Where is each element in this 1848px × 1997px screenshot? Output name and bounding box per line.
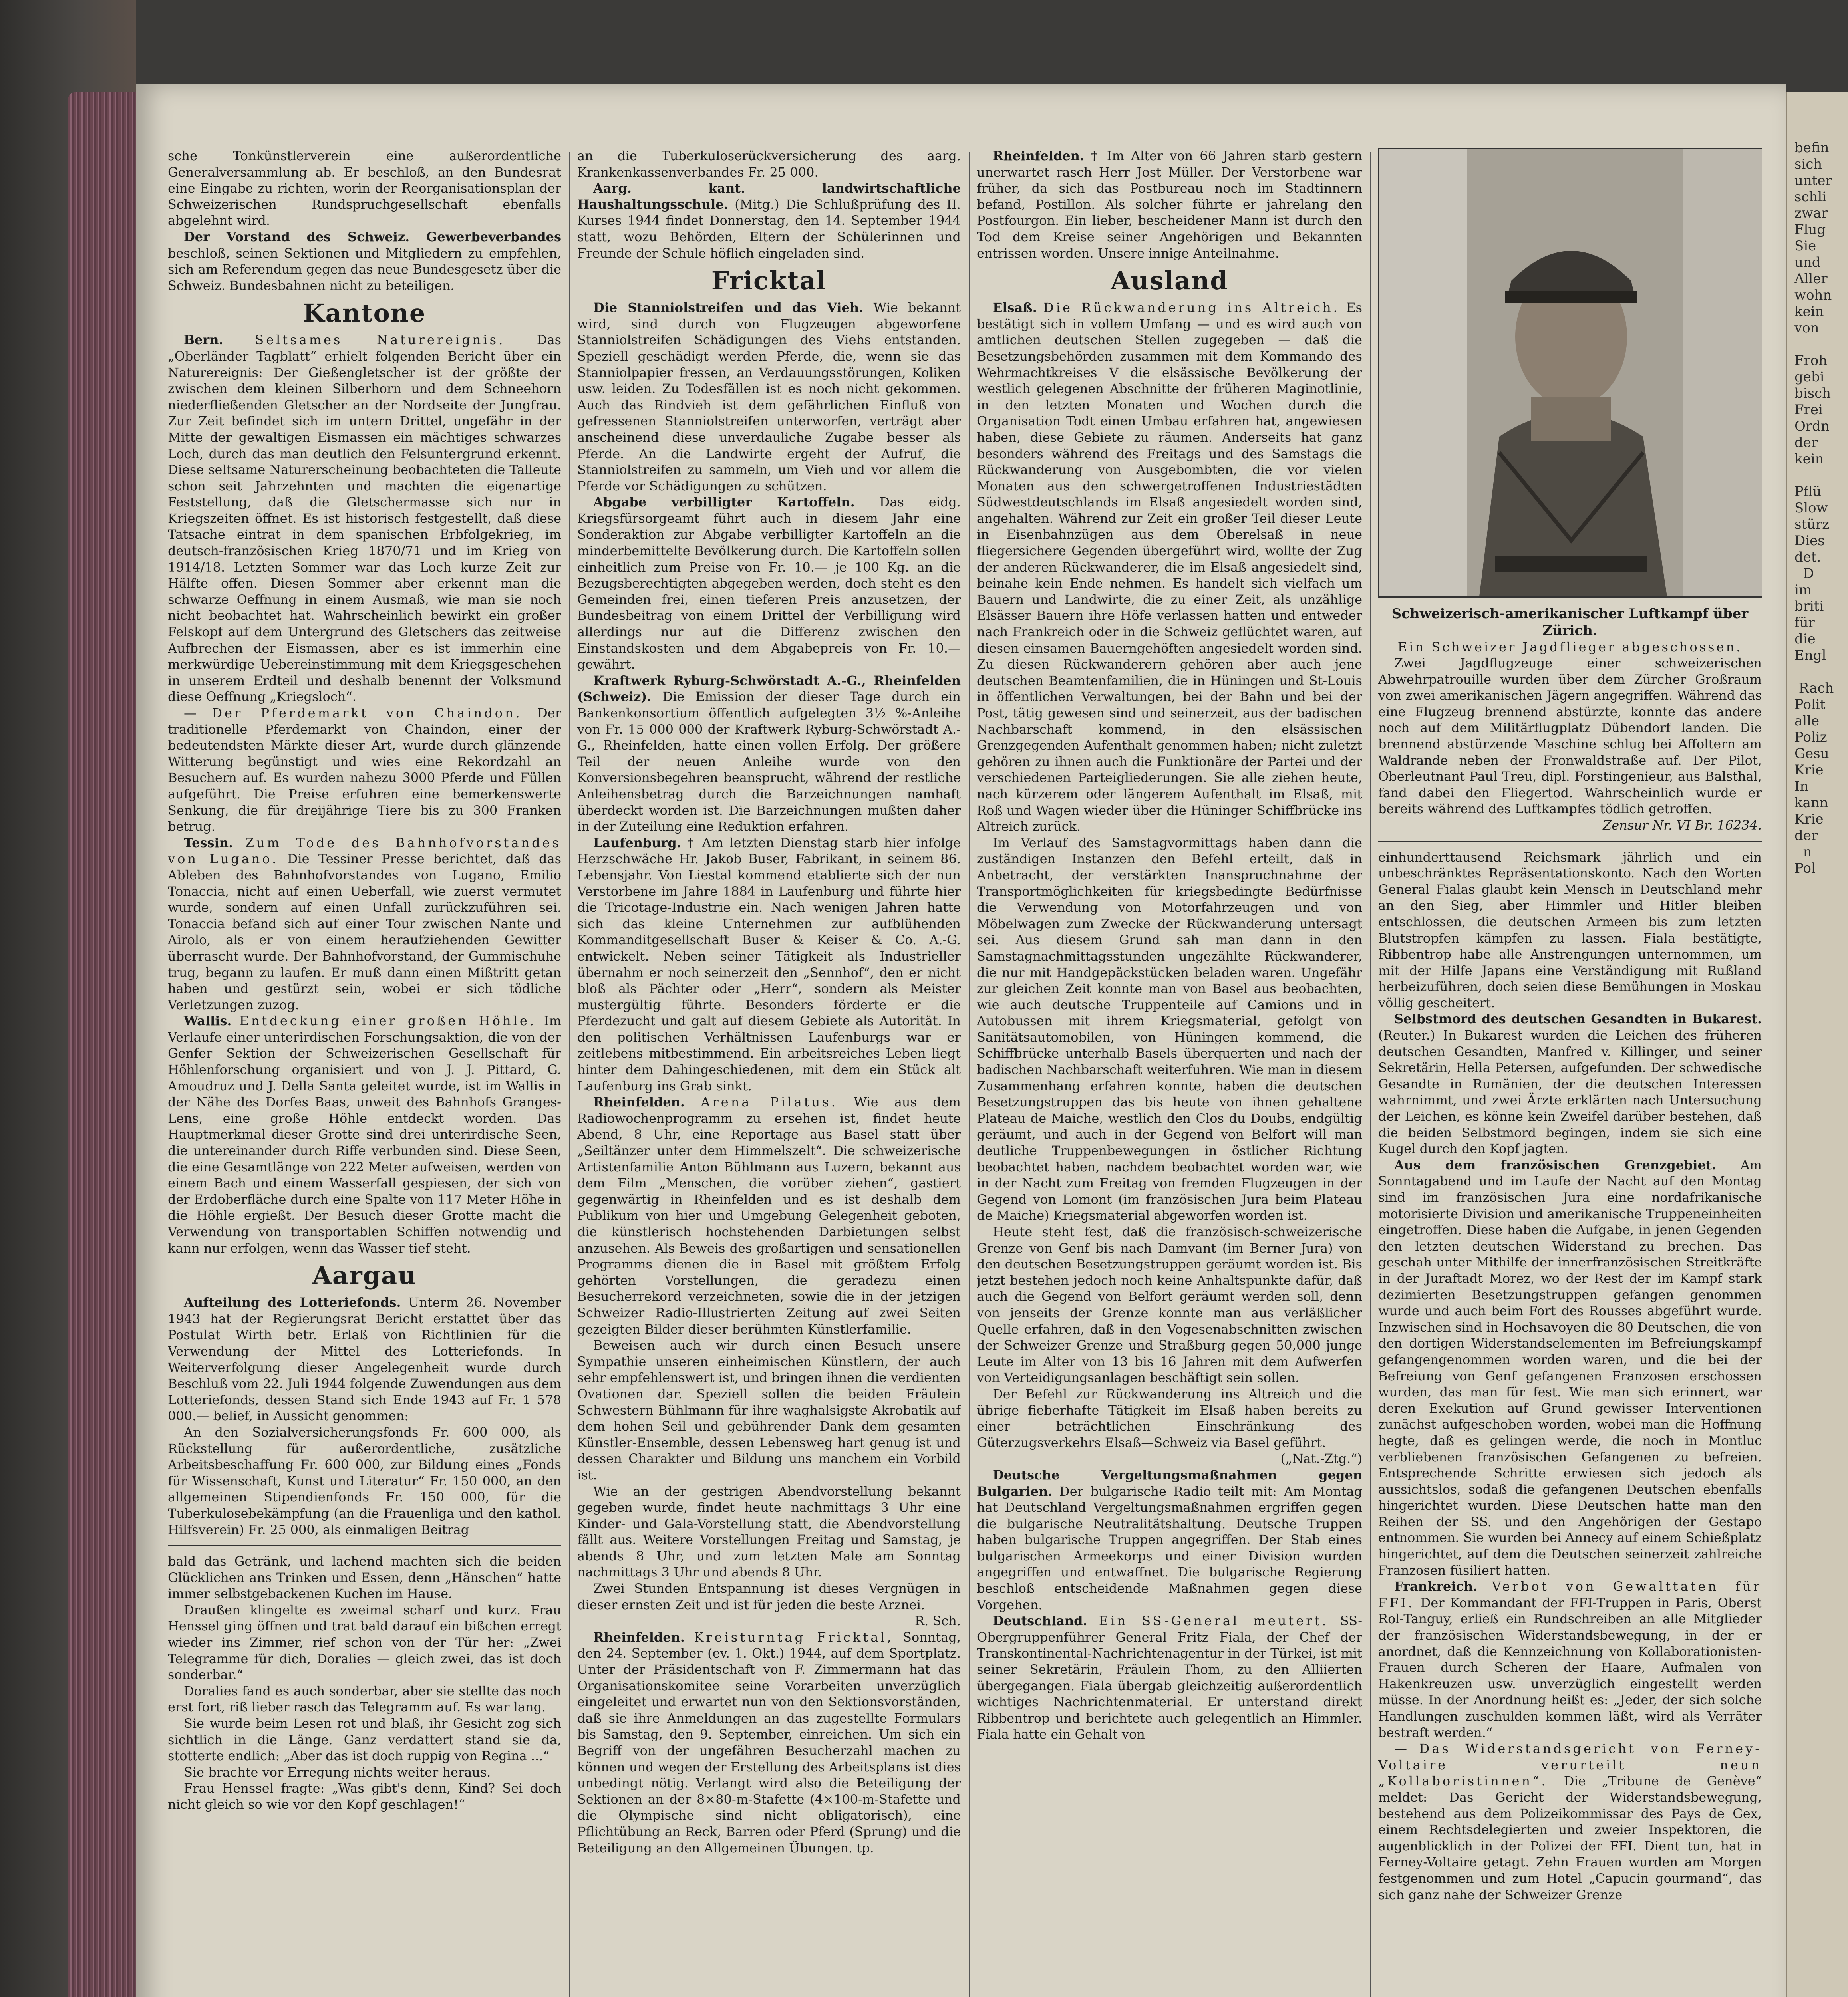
- article-text: Die Emission der dieser Tage durch ein Bankenkonsortium öffentlich aufgelegten 3½ %-Anleihe von Fr. 15 000 000 der Kraftwerk Ryburg-Schwörstadt A.-G., Rheinfelden, hatte einen vollen Erfolg. Der größere Teil der neuen Anleihe wurde von den Konversionsbegehren beansprucht, während der restliche Anleihensbetrag durch die Barzeichnungen namhaft überdeckt worden ist. Die Barzeichnungen mußten daher in der Zuteilung eine Reduktion erfahren.: [577, 689, 961, 834]
- article-text: (Reuter.) In Bukarest wurden die Leichen des früheren deutschen Gesandten, Manfred v. Killinger, und seiner Sekretärin, Hella Petersen, aufgefunden. Der schwedische Gesandte in Rumänien, der die deutschen Interessen wahrnimmt, und zwei Ärzte erklärten nach Untersuchung der Leichen, es könne kein Zweifel darüber bestehen, daß die beiden Selbstmord begingen, indem sie sich eine Kugel durch den Kopf jagten.: [1378, 1028, 1762, 1157]
- article-text: Wie an der gestrigen Abendvorstellung bekannt gegeben wurde, findet heute nachmittags 3 Uhr eine Kinder- und Gala-Vorstellung statt, die Abendvorstellung fällt aus. Weitere Vorstellungen Freitag und Samstag, je abends 8 Uhr, und zum letzten Male am Sonntag nachmittags 3 Uhr und abends 8 Uhr.: [577, 1483, 961, 1580]
- article-text: † Am letzten Dienstag starb hier infolge Herzschwäche Hr. Jakob Buser, Fabrikant, in seinem 86. Lebensjahr. Von Liestal kommend etablierte sich der nun Verstorbene im Jahre 1884 in Laufenburg und führte hier die Tricotage-Industrie ein. Nach wenigen Jahren hatte sich das kleine Unternehmen zur aufblühenden Kommanditgesellschaft Buser & Keiser & Co. A.-G. entwickelt. Neben seiner Tätigkeit als Industrieller übernahm er noch seinerzeit den „Sennhof“, den er nicht bloß als Pächter oder „Herr“, sondern als Meister mustergültig führte. Besonders förderte er die Pferdezucht und galt auf diesem Gebiete als Autorität. In den politischen Verhältnissen Laufenburgs war er zeitlebens mitbestimmend. Ein arbeitsreiches Leben liegt hinter dem Dahingeschiedenen, mit dem ein Stück alt Laufenburg ins Grab sinkt.: [577, 835, 961, 1094]
- article-title: Ein SS-General meutert.: [1099, 1613, 1329, 1629]
- article-text: an die Tuberkuloserückversicherung des aarg. Krankenkassenverbandes Fr. 25 000.: [577, 148, 961, 180]
- column-3: [977, 148, 1362, 1997]
- article-signature: („Nat.-Ztg.“): [1280, 1451, 1362, 1467]
- column-2: [577, 148, 961, 1997]
- column-4: Schweizerisch-amerikanischer Luftkampf über Zürich. Ein Schweizer Jagdflieger abgeschossen. Zwei Jagdflugzeuge einer schweizerischen Abwehrpatrouille wurden über dem Zürcher Großraum von zwei amerikanischen Jägern angegriffen. Während das eine Flugzeug brennend abstürzte, konnte das andere noch auf dem Militärflugplatz Dübendorf landen. Die brennend abstürzende Maschine schlug bei Affoltern am Waldrande neben der Fronwaldstraße auf. Der Pilot, Oberleutnant Paul Treu, dipl. Forstingenieur, aus Balsthal, fand dabei den Fliegertod. Wahrscheinlich wurde er bereits während des Luftkampfes tödlich getroffen. Zensur Nr. VI Br. 16234. einhunderttausend Reichsmark jährlich und ein unbeschränktes Repräsentationskonto. Nach den Worten General Fialas glaubt kein Mensch in Deutschland mehr an den Sieg, aber Himmler und Hitler bleiben entschlossen, die deutschen Armeen bis zum letzten Blutstropfen kämpfen zu lassen. Fiala bestätigte, Ribbentrop habe alle Anstrengungen unternommen, um mit der Hilfe Japans eine Verständigung mit Rußland herbeizuführen, doch seien diese Bemühungen in Moskau völlig gescheitert. Selbstmord des deutschen Gesandten in Bukarest. (Reuter.) In Bukarest wurden die Leichen des früheren deutschen Gesandten, Manfred v. Killinger, und seiner Sekretärin, Hella Petersen, aufgefunden. Der schwedische Gesandte in Rumänien, der die deutschen Interessen wahrnimmt, und zwei Ärzte erklärten nach Untersuchung der Leichen, es könne kein Zweifel darüber bestehen, daß die beiden Selbstmord begingen, indem sie sich eine Kugel durch den Kopf jagten. Aus dem französischen Grenzgebiet. Am Sonntagabend und im Laufe der Nacht auf den Montag sind im französischen Jura eine nordafrikanische motorisierte Division und amerikanische Truppeneinheiten eingetroffen. Diese haben die Aufgabe, in jenen Gegenden den letzten deutschen Widerstand zu brechen. Das geschah unter Mithilfe der innerfranzösischen Streitkräfte in der Juraftadt Morez, wo der Rest der im Kampf stark dezimierten Besetzungstruppen gefangen genommen wurde und auch beim Fort des Rousses abgeführt wurde. Inzwischen sind in Hochsavoyen die 80 Deutschen, die von den dortigen Widerstandselementen im Befreiungskampf gefangengenommen worden waren, und die bei der Befreiung von Genf gefangenen Franzosen erschossen wurden, das man für fest. Wie man sich erinnert, war deren Exekution auf Grund gewisser Interventionen zunächst aufgeschoben worden, wobei man die Hoffnung hegte, daß es gelingen werde, die noch in Montluc verbliebenen französischen Gefangenen zu befreien. Entsprechende Schritte erwiesen sich jedoch als aussichtslos, sodaß die gefangenen Deutschen ebenfalls hingerichtet wurden. Diese Deutschen hatte man den Reihen der SS. und den Angehörigen der Gestapo entnommen. Sie wurden bei Annecy auf einem Schießplatz hingerichtet, auf dem die Deutschen seinerzeit zahlreiche Franzosen füsiliert hatten. Frankreich. Verbot von Gewalttaten für FFI. Der Kommandant der FFI-Truppen in Paris, Oberst Rol-Tanguy, erließ ein Rundschreiben an alle Mitglieder der französischen Widerstandsbewegung, in der er anordnet, daß die Kennzeichnung von Kollaborationisten-Frauen durch Scheren der Haare, Aufmalen von Hakenkreuzen usw. unverzüglich eingestellt werden müsse. In der Anordnung heißt es: „Jeder, der sich solche Handlungen zuschulden kommen läßt, wird als Verräter bestraft werden.“ — Das Widerstandsgericht von Ferney-Voltaire verurteilt neun „Kollaboristinnen“. Die „Tribune de Genève“ meldet: Das Gericht der Widerstandsbewegung, bestehend aus dem Polizeikommissar des Pays de Gex, einem Rechtsdelegierten und zweier Inspektoren, die augenblicklich in der Polizei der FFI. Dient tun, hat in Ferney-Voltaire getagt. Zehn Frauen wurden am Morgen festgenommen und zum Hotel „Capucin gourmand“, das sich ganz nahe der Schweizer Grenze: [1378, 148, 1762, 1997]
- article-place: Rheinfelden.: [993, 148, 1085, 163]
- article-place: Deutschland.: [993, 1613, 1087, 1629]
- article-text: einhunderttausend Reichsmark jährlich und ein unbeschränktes Repräsentationskonto. Nach den Worten General Fialas glaubt kein Mensch in Deutschland mehr an den Sieg, aber Himmler und Hitler bleiben entschlossen, die deutschen Armeen bis zum letzten Blutstropfen kämpfen zu lassen. Fiala bestätigte, Ribbentrop habe alle Anstrengungen unternommen, um mit der Hilfe Japans eine Verständigung mit Rußland herbeizuführen, doch seien diese Bemühungen in Moskau völlig gescheitert.: [1378, 849, 1762, 1010]
- article-signature: tp.: [856, 1840, 874, 1856]
- article-title: Aarg. kant. landwirtschaftliche Haushaltungsschule.: [577, 181, 961, 212]
- article-text: Beweisen auch wir durch einen Besuch unsere Sympathie unseren einheimischen Künstlern, der auch sehr empfehlenswert ist, und bringen ihnen die verdienten Ovationen dar. Speziell sollen die beiden Fräulein Schwestern Bühlmann für ihre waghalsigste Akrobatik auf dem hohen Seil und gebührender Dank dem gesamten Künstler-Ensemble, dessen Lebensweg hart genug ist und dessen Charakter und Bildung uns manchem ein Vorbild ist.: [577, 1338, 961, 1483]
- article-text: Heute steht fest, daß die französisch-schweizerische Grenze von Genf bis nach Damvant (im Berner Jura) von den deutschen Besetzungstruppen geräumt worden ist. Bis jetzt bestehen jedoch noch keine Anhaltspunkte dafür, daß auch die Gegend von Belfort geräumt werden soll, denn von jenseits der Grenze konnte man aus verläßlicher Quelle erfahren, daß in den Vogesenabschnitten zwischen der Schweizer Grenze und Straßburg gegen 50,000 junge Leute im Alter von 13 bis 16 Jahren mit dem Aufwerfen von Verteidigungsanlagen beschäftigt sein sollen.: [977, 1224, 1362, 1386]
- article-title: Arena Pilatus.: [701, 1094, 838, 1110]
- article-title: Verbot von Gewalttaten für FFI.: [1378, 1579, 1762, 1610]
- article-place: Bern.: [184, 332, 223, 348]
- article-text: † Im Alter von 66 Jahren starb gestern unerwartet rasch Herr Jost Müller. Der Verstorbene war früher, da sich das Postbureau noch im Stadtinnern befand, Postillon. Als solcher führte er jahrelang den Postfourgon. Ein lieber, bescheidener Mann ist durch den Tod dem Kreise seiner Angehörigen und Bekannten entrissen worden. Unsere innige Anteilnahme.: [977, 148, 1362, 261]
- article-text: Im Verlaufe einer unterirdischen Forschungsaktion, die von der Genfer Sektion der Schweizerischen Gesellschaft für Höhlenforschung organisiert und von J. J. Pittard, G. Amoudruz und J. Della Santa geleitet wurde, ist im Wallis in der Nähe des Dorfes Baas, unweit des Bahnhofs Granges-Lens, eine große Höhle entdeckt worden. Das Hauptmerkmal dieser Grotte sind drei unterirdische Seen, die untereinander durch Riffe verbunden sind. Diese Seen, die eine Gesamtlänge von 222 Meter aufweisen, werden von einem Bach und einem Wasserfall gespiesen, der sich von der Erdoberfläche durch eine Spalte von 117 Meter Höhe in die Höhle ergießt. Der Besuch dieser Grotte macht die Verwendung von transportablen Schiffen notwendig und kann nur erfolgen, wenn das Wasser tief steht.: [168, 1013, 561, 1256]
- photo-caption-subtitle: Ein Schweizer Jagdflieger abgeschossen.: [1397, 639, 1743, 655]
- article-text: Wie aus dem Radiowochenprogramm zu ersehen ist, findet heute Abend, 8 Uhr, eine Reportage aus Basel statt über „Seiltänzer unter dem Himmelszelt“. Die schweizerische Artistenfamilie Anton Bühlmann aus Luzern, bekannt aus dem Film „Menschen, die vorüber ziehen“, gastiert gegenwärtig in Rheinfelden und es ist deshalb dem Publikum von hier und Umgebung Gelegenheit geboten, die künstlerisch hochstehenden Darbietungen selbst anzusehen. Als Beweis des großartigen und sensationellen Programms dienen die in Basel mit größtem Erfolg gehörten Vorstellungen, die geradezu einen Besucherrekord verzeichneten, sowie die in der jetzigen Schweizer Radio-Illustrierten Zeitung auf zwei Seiten gezeigten Bilder dieser berühmten Künstlerfamilie.: [577, 1094, 961, 1337]
- column-rule: [969, 152, 970, 1997]
- article-text: Die Tessiner Presse berichtet, daß das Ableben des Bahnhofvorstandes von Lugano, Emilio Tonaccia, nicht auf einen Ueberfall, wie zuerst vermutet wurde, sondern auf einen Unfall zurückzuführen sei. Tonaccia befand sich auf einer Tour zwischen Nante und Airolo, als er von einem heraufziehenden Gewitter überrascht wurde. Der Bahnhofvorstand, der Gummischuhe trug, begann zu laufen. Er muß dann einen Mißtritt getan haben und gestürzt sein, wobei er sich tödliche Verletzungen zuzog.: [168, 851, 561, 1012]
- article-title: Aus dem französischen Grenzgebiet.: [1394, 1157, 1716, 1173]
- article-text: beschloß, seinen Sektionen und Mitgliedern zu empfehlen, sich am Referendum gegen das neue Bundesgesetz über die Schweiz. Bundesbahnen nicht zu beteiligen.: [168, 245, 561, 293]
- article-title: Kraftwerk Ryburg-Schwörstadt A.-G., Rheinfelden (Schweiz).: [577, 673, 961, 705]
- article-place: Frankreich.: [1394, 1579, 1478, 1594]
- article-text: SS-Obergruppenführer General Fritz Fiala, der Chef der Transkontinental-Nachrichtenagentur in der Türkei, ist mit seiner Sekretärin, Fräulein Thom, zu den Alliierten übergegangen. Fiala übergab gleichzeitig außerordentlich wichtiges Nachrichtenmaterial. Er unterstand direkt Ribbentrop und berichtete auch gelegentlich an Himmler. Fiala hatte ein Gehalt von: [977, 1613, 1362, 1742]
- article-title: Deutsche Vergeltungsmaßnahmen gegen Bulgarien.: [977, 1467, 1362, 1499]
- article-title: Entdeckung einer großen Höhle.: [239, 1013, 536, 1029]
- article-place: Elsaß.: [993, 300, 1037, 316]
- censor-note: Zensur Nr. VI Br. 16234.: [1603, 817, 1762, 833]
- adjacent-page: [1786, 92, 1848, 1997]
- article-text: Sonntag, den 24. September (ev. 1. Okt.) 1944, auf dem Sportplatz. Unter der Präsidentschaft von F. Zimmermann hat das Organisationskomitee seine Vorarbeiten unverzüglich eingeleitet und erwartet nun von den Sektionsvorständen, daß sie ihre Anmeldungen an das zugestellte Formulars bis Samstag, den 9. September, einreichen. Um sich ein Begriff von der ungefähren Besucherzahl machen zu können und wegen der Erstellung des Arbeitsplans ist dies unbedingt nötig. Verlangt wird also die Beteiligung der Sektionen an der 8×80-m-Stafette (4×100-m-Stafette und die Olympische sind nicht obligatorisch), eine Pflichtübung an Reck, Barren oder Pferd (Sprung) und die Beteiligung an den Allgemeinen Übungen.: [577, 1629, 961, 1856]
- column-rule: [569, 152, 570, 1997]
- divider: [168, 1545, 561, 1546]
- article-title: Selbstmord des deutschen Gesandten in Bukarest.: [1394, 1011, 1762, 1027]
- photo-caption-title: Schweizerisch-amerikanischer Luftkampf über Zürich.: [1391, 606, 1749, 639]
- section-heading: Kantone: [303, 298, 426, 328]
- article-text: Das „Oberländer Tagblatt“ erhielt folgenden Bericht über ein Naturereignis: Der Gießengletscher ist der größte der zwischen dem kleinen Silberhorn und dem Schneehorn niederfließenden Gletscher an der Nordseite der Jungfrau. Zur Zeit befindet sich im untern Drittel, ungefähr in der Mitte der gewaltigen Eismassen ein mächtiges schwarzes Loch, durch das man deutlich den Felsuntergrund erkennt. Diese seltsame Naturerscheinung beobachteten die Talleute schon seit Jahrzehnten und machten die eigenartige Feststellung, daß die Gletschermasse sich nur in Kriegszeiten öffnet. Es ist historisch festgestellt, daß diese Tatsache eintrat in dem spanischen Erbfolgekrieg, im deutsch-französischen Krieg 1870/71 und im Krieg von 1914/18. Letzten Sommer war das Loch kurze Zeit zur Hälfte offen. Diesen Sommer aber erkennt man die schwarze Oeffnung in einem Ausmaß, wie man sie noch nicht beobachtet hat. Wahrscheinlich bewirkt ein großer Felskopf auf dem Untergrund des Gletschers das zeitweise Aufbrechen der Eismassen, aber es ist immerhin eine merkwürdige Uebereinstimmung mit dem Kriegsgeschehen in unserem Erdteil und deshalb benennt der Volksmund diese Oeffnung „Kriegsloch“.: [168, 332, 561, 705]
- story-text: Draußen klingelte es zweimal scharf und kurz. Frau Henssel ging öffnen und trat bald darauf ein bißchen erregt wieder ins Zimmer, rief schon von der Tür her: „Zwei Telegramme für dich, Doralies — gleich zwei, das ist doch sonderbar.“: [168, 1602, 561, 1683]
- article-text: An den Sozialversicherungsfonds Fr. 600 000, als Rückstellung für außerordentliche, zusätzliche Arbeitsbeschaffung Fr. 600 000, zur Bildung eines „Fonds für Wissenschaft, Kunst und Literatur“ Fr. 150 000, an den allgemeinen Stipendienfonds Fr. 150 000, für die Tuberkulosebekämpfung (an die Frauenliga und den kathol. Hilfsverein) Fr. 25 000, als einmaligen Beitrag: [168, 1424, 561, 1537]
- article-text: Der Kommandant der FFI-Truppen in Paris, Oberst Rol-Tanguy, erließ ein Rundschreiben an alle Mitglieder der französischen Widerstandsbewegung, in der er anordnet, daß die Kennzeichnung von Kollaborationisten-Frauen durch Scheren der Haare, Aufmalen von Hakenkreuzen usw. unverzüglich eingestellt werden müsse. In der Anordnung heißt es: „Jeder, der sich solche Handlungen zuschulden kommen läßt, wird als Verräter bestraft werden.“: [1378, 1595, 1762, 1740]
- article-place: Rheinfelden.: [593, 1094, 685, 1110]
- article-text: Der bulgarische Radio teilt mit: Am Montag hat Deutschland Vergeltungsmaßnahmen ergriffen gegen die bulgarische Neutralitätshaltung. Deutsche Truppen haben bulgarische Truppen angegriffen. Der Stab eines bulgarischen Armeekorps und einer Division wurden angegriffen und entwaffnet. Die bulgarische Regierung beschloß entscheidende Maßnahmen gegen diese Vorgehen.: [977, 1483, 1362, 1612]
- story-text: Frau Henssel fragte: „Was gibt's denn, Kind? Sei doch nicht gleich so wie vor den Kopf geschlagen!“: [168, 1781, 561, 1812]
- column-1: sche Tonkünstlerverein eine außerordentliche Generalversammlung ab. Er beschloß, an den Bundesrat eine Eingabe zu richten, worin der Reorganisationsplan der Schweizerischen Rundspruchgesellschaft ebenfalls abgelehnt wird. Der Vorstand des Schweiz. Gewerbeverbandes beschloß, seinen Sektionen und Mitgliedern zu empfehlen, sich am Referendum gegen das neue Bundesgesetz über die Schweiz. Bundesbahnen nicht zu beteiligen. Kantone Bern. Seltsames Naturereignis. Das „Oberländer Tagblatt“ erhielt folgenden Bericht über ein Naturereignis: Der Gießengletscher ist der größte der zwischen dem kleinen Silberhorn und dem Schneehorn niederfließenden Gletscher an der Nordseite der Jungfrau. Zur Zeit befindet sich im untern Drittel, ungefähr in der Mitte der gewaltigen Eismassen ein mächtiges schwarzes Loch, durch das man deutlich den Felsuntergrund erkennt. Diese seltsame Naturerscheinung beobachteten die Talleute schon seit Jahrzehnten und machten die eigenartige Feststellung, daß die Gletschermasse sich nur in Kriegszeiten öffnet. Es ist historisch festgestellt, daß diese Tatsache eintrat in dem spanischen Erbfolgekrieg, im deutsch-französischen Krieg 1870/71 und im Krieg von 1914/18. Letzten Sommer war das Loch kurze Zeit zur Hälfte offen. Diesen Sommer aber erkennt man die schwarze Oeffnung in einem Ausmaß, wie man sie noch nicht beobachtet hat. Wahrscheinlich bewirkt ein großer Felskopf auf dem Untergrund des Gletschers das zeitweise Aufbrechen der Eismassen, aber es ist immerhin eine merkwürdige Uebereinstimmung mit dem Kriegsgeschehen in unserem Erdteil und deshalb benennt der Volksmund diese Oeffnung „Kriegsloch“. — Der Pferdemarkt von Chaindon. Der traditionelle Pferdemarkt von Chaindon, einer der bedeutendsten Märkte dieser Art, wurde durch glänzende Witterung begünstigt und wies eine Rekordzahl an Besuchern auf. Es wurden nahezu 3000 Pferde und Füllen aufgeführt. Die Preise erfuhren eine bemerkenswerte Senkung, die für dreijährige Tiere bis zu 300 Franken betrug. Tessin. Zum Tode des Bahnhofvorstandes von Lugano. Die Tessiner Presse berichtet, daß das Ableben des Bahnhofvorstandes von Lugano, Emilio Tonaccia, nicht auf einen Ueberfall, wie zuerst vermutet wurde, sondern auf einen Unfall zurückzuführen sei. Tonaccia befand sich auf einer Tour zwischen Nante und Airolo, als er von einem heraufziehenden Gewitter überrascht wurde. Der Bahnhofvorstand, der Gummischuhe trug, begann zu laufen. Er muß dann einen Mißtritt getan haben und gestürzt sein, wobei er sich tödliche Verletzungen zuzog. Wallis. Entdeckung einer großen Höhle. Im Verlaufe einer unterirdischen Forschungsaktion, die von der Genfer Sektion der Schweizerischen Gesellschaft für Höhlenforschung organisiert und von J. J. Pittard, G. Amoudruz und J. Della Santa geleitet wurde, ist im Wallis in der Nähe des Dorfes Baas, unweit des Bahnhofs Granges-Lens, eine große Höhle entdeckt worden. Das Hauptmerkmal dieser Grotte sind drei unterirdische Seen, die untereinander durch Riffe verbunden sind. Diese Seen, die eine Gesamtlänge von 222 Meter aufweisen, werden von einem Bach und einem Wasserfall gespiesen, der sich von der Erdoberfläche durch eine Spalte von 117 Meter Höhe in die Höhle ergießt. Der Besuch dieser Grotte macht die Verwendung von transportablen Schiffen notwendig und kann nur erfolgen, wenn das Wasser tief steht. Aargau Aufteilung des Lotteriefonds. Unterm 26. November 1943 hat der Regierungsrat Bericht erstattet über das Postulat Wirth betr. Erlaß von Richtlinien für die Verwendung der Mittel des Lotteriefonds. In Weiterverfolgung dieser Angelegenheit wurde durch Beschluß vom 22. Juli 1944 folgende Zuwendungen aus dem Lotteriefonds, dessen Stand sich Ende 1943 auf Fr. 1 578 000.— belief, in Aussicht genommen: An den Sozialversicherungsfonds Fr. 600 000, als Rückstellung für außerordentliche, zusätzliche Arbeitsbeschaffung Fr. 600 000, zur Bildung eines „Fonds für Wissenschaft, Kunst und Literatur“ Fr. 150 000, an den allgemeinen Stipendienfonds Fr. 150 000, für die Tuberkulosebekämpfung (an die Frauenliga und den kathol. Hilfsverein) Fr. 25 000, als einmaligen Beitrag bald das Getränk, und lachend machten sich die beiden Glücklichen ans Trinken und Essen, denn „Hänschen“ hatte immer selbstgebackenen Kuchen im Hause. Draußen klingelte es zweimal scharf und kurz. Frau Henssel ging öffnen und trat bald darauf ein bißchen erregt wieder ins Zimmer, rief schon von der Tür her: „Zwei Telegramme für dich, Doralies — gleich zwei, das ist doch sonderbar.“ Doralies fand es auch sonderbar, aber sie stellte das noch erst fort, riß lieber rasch das Telegramm auf. Es war lang. Sie wurde beim Lesen rot und blaß, ihr Gesicht zog sich sichtlich in die Länge. Ganz verdattert stand sie da, stotterte endlich: „Aber das ist doch ruppig von Regina ...“ Sie brachte vor Erregung nichts weiter heraus. Frau Henssel fragte: „Was gibt's denn, Kind? Sei doch nicht gleich so wie vor den Kopf geschlagen!“: [168, 148, 561, 1812]
- article-title: Der Pferdemarkt von Chaindon.: [212, 705, 522, 721]
- article-signature: R. Sch.: [914, 1613, 961, 1629]
- story-text: bald das Getränk, und lachend machten sich die beiden Glücklichen ans Trinken und Essen, denn „Hänschen“ hatte immer selbstgebackenen Kuchen im Hause.: [168, 1554, 561, 1602]
- section-heading: Aargau: [312, 1261, 417, 1290]
- soldier-photo: [1378, 148, 1762, 598]
- article-text: Unterm 26. November 1943 hat der Regierungsrat Bericht erstattet über das Postulat Wirth betr. Erlaß von Richtlinien für die Verwendung der Mittel des Lotteriefonds. In Weiterverfolgung dieser Angelegenheit wurde durch Beschluß vom 22. Juli 1944 folgende Zuwendungen aus dem Lotteriefonds, dessen Stand sich Ende 1943 auf Fr. 1 578 000.— belief, in Aussicht genommen:: [168, 1295, 561, 1424]
- article-title: Die Stanniolstreifen und das Vieh.: [593, 300, 864, 316]
- article-text: Im Verlauf des Samstagvormittags haben dann die zuständigen Instanzen den Befehl erteilt, daß in Anbetracht, der verstärkten Inanspruchnahme der Transportmöglichkeiten für kriegsbedingte Bedürfnisse die Verwendung von Motorfahrzeugen und von Möbelwagen zum Zwecke der Rückwanderung untersagt sei. Aus diesem Grund sah man dann in den Samstagnachmittagsstunden ungezählte Rückwanderer, die nur mit Handgepäckstücken beladen waren. Ungefähr zur gleichen Zeit konnte man von Basel aus beobachten, wie auch deutsche Truppenteile auf Camions und in Autobussen mit ihrem Kriegsmaterial, gefolgt von Sanitätsautomobilen, von Hüningen kommend, die Schiffbrücke unterhalb Basels überquerten und nach der badischen Nachbarschaft weiterfuhren. Wie man in diesem Zusammenhang erfahren konnte, haben die deutschen Besetzungstruppen das bis heute von ihnen gehaltene Plateau de Maiche, westlich den Clos du Doubs, endgültig geräumt, und auch in der Gegend von Belfort will man deutliche Truppenbewegungen in östlicher Richtung beobachtet haben, nachdem beobachtet worden war, wie in der Nacht zum Freitag von fremden Flugzeugen in der Gegend von Lomont (im französischen Jura beim Plateau de Maiche) Kriegsmaterial abgeworfen worden ist.: [977, 835, 1362, 1223]
- article-title: Zum Tode des Bahnhofvorstandes von Lugano.: [168, 835, 561, 867]
- section-heading: Ausland: [1111, 266, 1228, 296]
- article-title: Das Widerstandsgericht von Ferney-Voltaire verurteilt neun „Kollaboristinnen“.: [1378, 1741, 1762, 1789]
- article-title: Der Vorstand des Schweiz. Gewerbeverbandes: [184, 229, 561, 244]
- article-title: Aufteilung des Lotteriefonds.: [184, 1295, 401, 1310]
- article-text: Wie bekannt wird, sind durch von Flugzeugen abgeworfene Stanniolstreifen Schädigungen des Viehs entstanden. Speziell geschädigt werden Pferde, die, wenn sie das Stanniolpapier fressen, an Verdauungsstörungen, Koliken usw. leiden. Zu Todesfällen ist es noch nicht gekommen. Auch das Rindvieh ist dem gefährlichen Einfluß von gefressenen Stanniolstreifen unterworfen, verträgt aber anscheinend diese unverdauliche Zugabe besser als Pferde. An die Landwirte ergeht der Aufruf, die Stanniolstreifen zu sammeln, um Vieh und vor allem die Pferde vor Schädigungen zu schützen.: [577, 300, 961, 494]
- article-text: Der Befehl zur Rückwanderung ins Altreich und die übrige fieberhafte Tätigkeit im Elsaß haben bereits zu einer beträchtlichen Einschränkung des Güterzugsverkehrs Elsaß—Schweiz via Basel geführt.: [977, 1386, 1362, 1450]
- story-text: Sie brachte vor Erregung nichts weiter heraus.: [184, 1764, 491, 1780]
- article-text: (Mitg.) Die Schlußprüfung des II. Kurses 1944 findet Donnerstag, den 14. September 1944 statt, wozu Behörden, Eltern der Schülerinnen und Freunde der Schule höflich eingeladen sind.: [577, 197, 961, 261]
- article-title: Seltsames Naturereignis.: [255, 332, 505, 348]
- column-rule: [1370, 152, 1371, 1997]
- article-title: Abgabe verbilligter Kartoffeln.: [593, 494, 855, 510]
- adjacent-page-text: befin sich unter schli zwar Flug Sie und Aller wohn kein von Froh gebi bisch Frei Ordn der kein Pflü Slow stürz Dies det. D im briti für die Engl Rach Polit alle Poliz Gesu Krie In kann Krie der n Pol: [1794, 140, 1834, 876]
- section-heading: Fricktal: [711, 266, 827, 296]
- article-place: Rheinfelden.: [593, 1629, 685, 1645]
- story-text: Doralies fand es auch sonderbar, aber sie stellte das noch erst fort, riß lieber rasch das Telegramm auf. Es war lang.: [168, 1683, 561, 1715]
- story-text: Sie wurde beim Lesen rot und blaß, ihr Gesicht zog sich sichtlich in die Länge. Ganz verdattert stand sie da, stotterte endlich: „Aber das ist doch ruppig von Regina ...“: [168, 1716, 561, 1764]
- article-text: sche Tonkünstlerverein eine außerordentliche Generalversammlung ab. Er beschloß, an den Bundesrat eine Eingabe zu richten, worin der Reorganisationsplan der Schweizerischen Rundspruchgesellschaft ebenfalls abgelehnt wird.: [168, 148, 561, 228]
- article-text: Zwei Stunden Entspannung ist dieses Vergnügen in dieser ernsten Zeit und ist für jeden die beste Arznei.: [577, 1581, 961, 1612]
- article-title: Kreisturntag Fricktal,: [694, 1629, 894, 1645]
- article-title: Die Rückwanderung ins Altreich.: [1043, 300, 1340, 316]
- article-place: Wallis.: [184, 1013, 232, 1029]
- newspaper-page: [136, 84, 1786, 1997]
- article-place: Laufenburg.: [593, 835, 681, 850]
- soldier-portrait-icon: [1379, 149, 1762, 596]
- article-text: Das eidg. Kriegsfürsorgeamt führt auch in diesem Jahr eine Sonderaktion zur Abgabe verbilligter Kartoffeln an die minderbemittelte Bevölkerung durch. Die Kartoffeln sollen einheitlich zum Preise von Fr. 10.— je 100 Kg. an die Bezugsberechtigten abgegeben werden, doch steht es den Gemeinden frei, einen tieferen Preis anzusetzen, der Bundesbeitrag von einem Drittel der Verbilligung wird allerdings nur auf die Differenz zwischen den Einstandskosten und dem Abgabepreis von Fr. 10.— gewährt.: [577, 494, 961, 672]
- article-text: Am Sonntagabend und im Laufe der Nacht auf den Montag sind im französischen Jura eine nordafrikanische motorisierte Division und amerikanische Truppeneinheiten eingetroffen. Diese haben die Aufgabe, in jenen Gegenden den letzten deutschen Widerstand zu brechen. Das geschah unter Mithilfe der innerfranzösischen Streitkräfte in der Juraftadt Morez, wo der Rest der im Kampf stark dezimierten Besetzungstruppen gefangen genommen wurde und auch beim Fort des Rousses abgeführt wurde. Inzwischen sind in Hochsavoyen die 80 Deutschen, die von den dortigen Widerstandselementen im Befreiungskampf gefangengenommen worden waren, und die bei der Befreiung von Genf gefangenen Franzosen erschossen wurden, das man für fest. Wie man sich erinnert, war deren Exekution auf Grund gewisser Interventionen zunächst aufgeschoben worden, wobei man die Hoffnung hegte, daß es gelingen werde, die noch in Montluc verbliebenen französischen Gefangenen zu befreien. Entsprechende Schritte erwiesen sich jedoch als aussichtslos, sodaß die gefangenen Deutschen ebenfalls hingerichtet wurden. Diese Deutschen hatte man den Reihen der SS. und den Angehörigen der Gestapo entnommen. Sie wurden bei Annecy auf einem Schießplatz hingerichtet, auf dem die Deutschen seinerzeit zahlreiche Franzosen füsiliert hatten.: [1378, 1157, 1762, 1578]
- article-text: Zwei Jagdflugzeuge einer schweizerischen Abwehrpatrouille wurden über dem Zürcher Großraum von zwei amerikanischen Jägern angegriffen. Während das eine Flugzeug brennend abstürzte, konnte das andere noch auf dem Militärflugplatz Dübendorf landen. Die brennend abstürzende Maschine schlug bei Affoltern am Waldrande neben der Fronwaldstraße auf. Der Pilot, Oberleutnant Paul Treu, dipl. Forstingenieur, aus Balsthal, fand dabei den Fliegertod. Wahrscheinlich wurde er bereits während des Luftkampfes tödlich getroffen.: [1378, 655, 1762, 817]
- article-place: Tessin.: [184, 835, 233, 850]
- article-text: Es bestätigt sich in vollem Umfang — und es wird auch von amtlichen deutschen Stellen zugegeben — daß die Besetzungsbehörden zusammen mit dem Kommando des Wehrmachtkreises V die elsässische Bevölkerung der westlich gelegenen Abschnitte der früheren Maginotlinie, in den letzten Monaten und Wochen durch die Organisation Todt einen Umbau erfahren hat, angewiesen haben, diese Gebiete zu räumen. Anderseits hat ganz besonders während des Freitags und des Samstags die Rückwanderung von Ausgebombten, die vor vielen Monaten aus den schwergetroffenen Industriestädten Südwestdeutschlands im Elsaß angesiedelt worden sind, angehalten. Während zur Zeit ein großer Teil dieser Leute in Eisenbahnzügen aus dem Oberelsaß in neue fliegersichere Gegenden übergeführt wird, wollte der Zug der anderen Rückwanderer, die im Elsaß angesiedelt sind, beinahe kein Ende nehmen. Es handelt sich vielfach um Bauern und Landwirte, die zu einer Zeit, als unzählige Elsässer Bauern ihre Höfe verlassen hatten und entweder nach Frankreich oder in die Schweiz geflüchtet waren, auf diesen einsamen Bauerngehöften angesiedelt worden sind. Zu diesen Rückwanderern gehören aber auch jene deutschen Beamtenfamilien, die in Hüningen und St-Louis in öffentlichen Verwaltungen, bei der Bahn und bei der Post, tätig gewesen sind und seinerzeit, aus der badischen Nachbarschaft kommend, in den elsässischen Grenzgegenden Aufenthalt genommen haben; nicht zuletzt gehören zu ihnen auch die Funktionäre der Partei und der verschiedenen Parteigliederungen. Sie alle ziehen heute, nach kürzerem oder längerem Aufenthalt im Elsaß, mit Roß und Wagen wieder über die Hüninger Schiffbrücke ins Altreich zurück.: [977, 300, 1362, 834]
- divider: [1378, 841, 1762, 842]
- article-text: Die „Tribune de Genève“ meldet: Das Gericht der Widerstandsbewegung, bestehend aus dem Polizeikommissar des Pays de Gex, einem Rechtsdelegierten und zweier Inspektoren, die augenblicklich in der Polizei der FFI. Dient tun, hat in Ferney-Voltaire getagt. Zehn Frauen wurden am Morgen festgenommen und zum Hotel „Capucin gourmand“, das sich ganz nahe der Schweizer Grenze: [1378, 1773, 1762, 1902]
- article-text: Der traditionelle Pferdemarkt von Chaindon, einer der bedeutendsten Märkte dieser Art, wurde durch glänzende Witterung begünstigt und wies eine Rekordzahl an Besuchern auf. Es wurden nahezu 3000 Pferde und Füllen aufgeführt. Die Preise erfuhren eine bemerkenswerte Senkung, die für dreijährige Tiere bis zu 300 Franken betrug.: [168, 705, 561, 834]
